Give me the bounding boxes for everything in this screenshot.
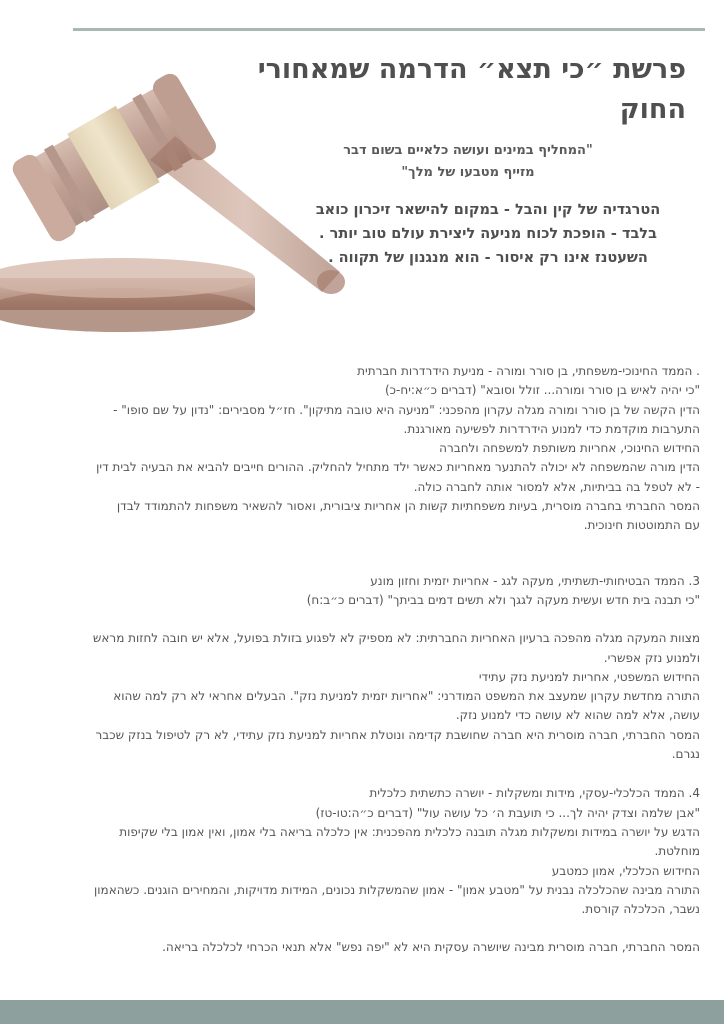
paragraph-line: הדגש על יושרה במידות ומשקלות מגלה תובנה כלכלית מהפכנית: אין כלכלה בריאה בלי אמון, ואין אמון בלי שקיפות [119,824,700,839]
paragraph-line: - לא לטפל בה בביתיות, אלא למסור אותה לחברה כולה. [413,479,700,494]
paragraph-line: ולמנוע נזק אפשרי. [603,650,700,665]
paragraph-line: התערבות מוקדמת כדי למנוע הידרדרות לפשיעה מאורגנת. [403,421,700,436]
paragraph-line: הדין הקשה של בן סורר ומורה מגלה עקרון מהפכני: "מניעה היא טובה מתיקון". חז״ל מסבירים: "נדון על שם סופו" - [113,402,700,417]
subtitle-block [288,198,688,270]
quote-line: מזייף מטבעו של מלך" [401,165,535,180]
paragraph-line: מצוות המעקה מגלה מהפכה ברעיון האחריות החברתית: לא מספיק לא לפגוע בזולת בפועל, אלא יש חובה לחזות מראש [92,631,700,646]
section-economic [28,784,700,957]
quote-block [288,140,648,184]
paragraph-line: התורה מחדשת עקרון שמעצב את המשפט המודרני: "אחריות יזמית למניעת נזק". הבעלים אחראי לא רק למה שהוא [113,689,700,704]
paragraph-line: החידוש הכלכלי, אמון כמטבע [551,863,700,878]
section-heading: 3. הממד הבטיחותי-תשתיתי, מעקה לגג - אחריות יזמית וחזון מונע [370,573,700,588]
paragraph-line: נשבר, הכלכלה קורסת. [581,902,700,917]
paragraph-line: הדין מורה שהמשפחה לא יכולה להתנער מאחריות כאשר ילד מתחיל להחליק. ההורים חייבים להביא את הבעיה לבית דין [96,460,700,475]
paragraph-line: התורה מבינה שהכלכלה נבנית על "מטבע אמון" - אמון שהמשקלות נכונים, המידות מדויקות, והמחירים הוגנים. כשהאמון [94,882,700,897]
verse-citation: "כי תבנה בית חדש ועשית מעקה לגגך ולא תשים דמים בביתך" (דברים כ״ב:ח) [306,592,700,607]
paragraph-line: נגרם. [671,747,700,762]
paragraph-line: עושה, אלא למה שהוא לא עושה כדי למנוע נזק. [455,708,700,723]
section-educational [28,362,700,536]
paragraph-line: מוחלטת. [654,844,700,859]
paragraph-line: החידוש החינוכי, אחריות משותפת למשפחה ולחברה [439,441,700,456]
footer-band [0,1000,724,1024]
paragraph-line: עם התמוטטות חינוכית. [583,518,700,533]
section-heading: 4. הממד הכלכלי-עסקי, מידות ומשקלות - יושרה כתשתית כלכלית [369,786,700,801]
paragraph-line: המסר החברתי, חברה מוסרית מבינה שיושרה עסקית היא לא "יפה נפש" אלא תנאי הכרחי לכלכלה בריאה. [162,940,700,955]
subtitle-line: הטרגדיה של קין והבל - במקום להישאר זיכרון כואב [315,202,661,218]
section-heading: . הממד החינוכי-משפחתי, בן סורר ומורה - מניעת הידרדרות חברתית [357,364,700,378]
quote-line: "המחליף במינים ועושה כלאיים בשום דבר [343,143,593,158]
paragraph-line: המסר החברתי בחברה מוסרית, בעיות משפחתיות קשות הן אחריות ציבורית, ואסור להשאיר משפחות להתמודד לבדן [116,499,700,514]
page-title: פרשת ״כי תצא״ הדרמה שמאחורי החוק [257,54,686,125]
article-body [28,362,700,958]
section-safety [28,572,700,765]
subtitle-line: השעטנז אינו רק איסור - הוא מנגנון של תקווה . [328,250,648,266]
verse-citation: "כי יהיה לאיש בן סורר ומורה... זולל וסובא" (דברים כ״א:יח-כ) [385,383,700,398]
top-divider [73,28,705,31]
subtitle-line: בלבד - הופכת לכוח מניעה ליצירת עולם טוב יותר . [319,226,657,242]
paragraph-line: החידוש המשפטי, אחריות למניעת נזק עתידי [478,669,700,684]
paragraph-line: המסר החברתי, חברה מוסרית היא חברה שחושבת קדימה ונוטלת אחריות למניעת נזק עתידי, לא רק לטיפול בנזק שכבר [95,727,700,742]
verse-citation: "אבן שלמה וצדק יהיה לך... כי תועבת ה׳ כל עושה עול" (דברים כ״ה:טו-טז) [315,805,700,820]
